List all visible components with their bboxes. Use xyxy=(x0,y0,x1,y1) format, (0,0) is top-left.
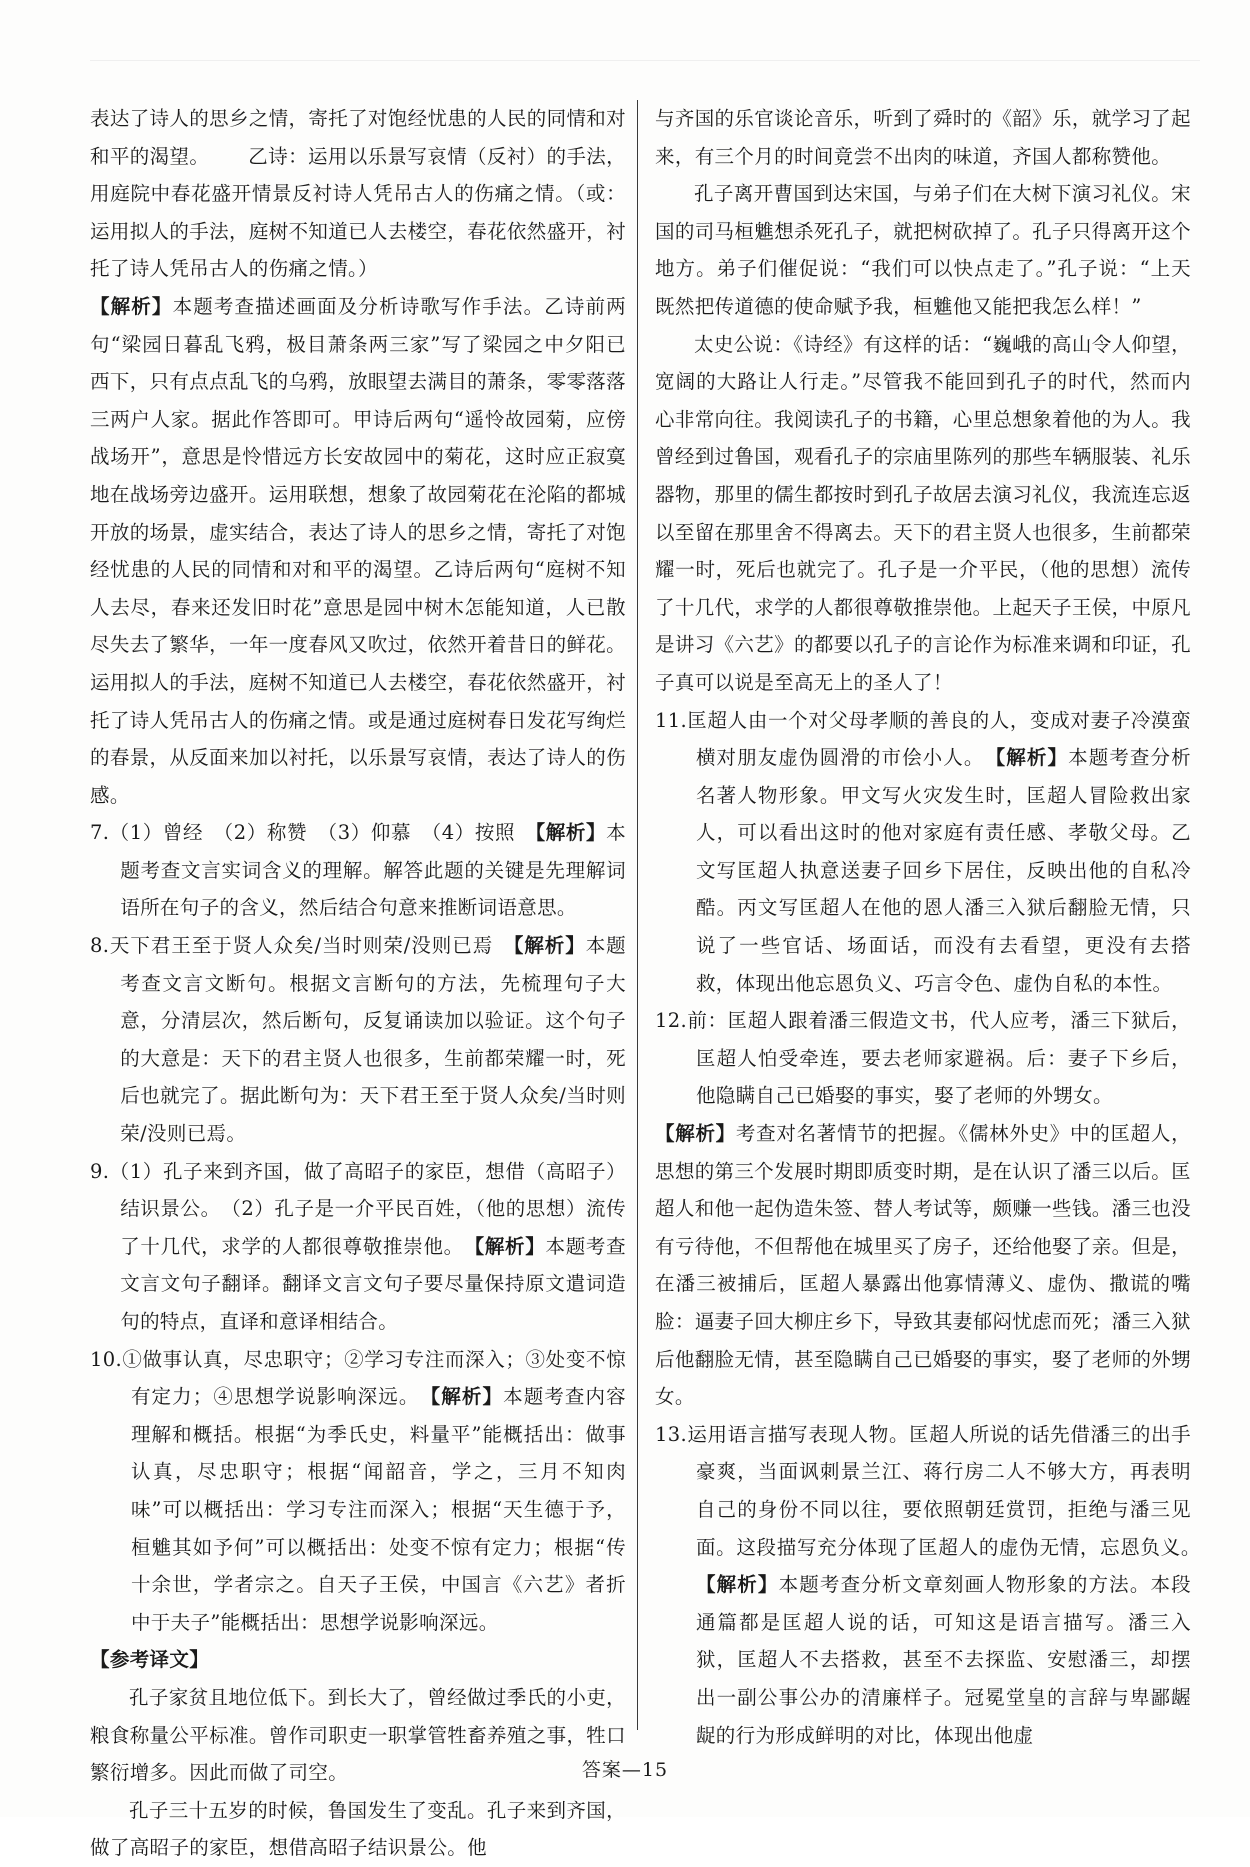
translation-paragraph-1: 孔子家贫且地位低下。到长大了，曾经做过季氏的小吏，粮食称量公平标准。曾作司职吏一职掌管牲畜养殖之事，牲口繁衍增多。因此而做了司空。 xyxy=(90,1685,626,1785)
right-column xyxy=(655,100,1191,1754)
question-10-answer: 10.①做事认真，尽忠职守；②学习专注而深入；③处变不惊有定力；④思想学说影响深远。 xyxy=(90,1347,626,1409)
analysis-tag: 【解析】 xyxy=(90,294,173,318)
analysis-tag: 【解析】 xyxy=(655,1122,736,1146)
analysis-tag: 【解析】 xyxy=(474,1234,546,1258)
analysis-tag: 【解析】 xyxy=(430,1385,504,1409)
question-13-answer: 13.运用语言描写表现人物。匡超人所说的话先借潘三的出手豪爽，当面讽刺景兰江、蒋行房二人不够大方，再表明自己的身份不同以往，要依照朝廷赏罚，拒绝与潘三见面。这段描写充分体现了匡超人的虚伪无情，忘恩负义。 xyxy=(655,1422,1191,1559)
question-7-answer: 7.（1）曾经 （2）称赞 （3）仰慕 （4）按照 xyxy=(90,821,516,845)
question-10 xyxy=(90,1341,626,1642)
question-9 xyxy=(90,1153,626,1341)
analysis-tag: 【解析】 xyxy=(535,821,607,845)
column-divider xyxy=(637,100,638,1730)
question-8-analysis: 本题考查文言文断句。根据文言断句的方法，先梳理句子大意，分清层次，然后断句，反复诵读加以验证。这个句子的大意是：天下的君主贤人也很多，生前都荣耀一时，死后也就完了。据此断句为：天下君王至于贤人众矣/当时则荣/没则已焉。 xyxy=(120,934,627,1146)
reference-translation-heading: 【参考译文】 xyxy=(90,1648,210,1672)
question-7-analysis: 本题考查文言实词含义的理解。解答此题的关键是先理解词语所在句子的含义，然后结合句意来推断词语意思。 xyxy=(120,821,626,920)
question-13 xyxy=(655,1416,1191,1754)
question-12 xyxy=(655,1002,1191,1115)
poem-analysis-text: 本题考查描述画面及分析诗歌写作手法。乙诗前两句“梁园日暮乱飞鸦，极目萧条两三家”写了梁园之中夕阳已西下，只有点点乱飞的乌鸦，放眼望去满目的萧条，零零落落三两户人家。据此作答即可。甲诗后两句“遥怜故园菊，应傍战场开”，意思是怜惜远方长安故园中的菊花，这时应正寂寞地在战场旁边盛开。运用联想，想象了故园菊花在沦陷的都城开放的场景，虚实结合，表达了诗人的思乡之情，寄托了对饱经忧患的人民的同情和对和平的渴望。乙诗后两句“庭树不知人去尽，春来还发旧时花”意思是园中树木怎能知道，人已散尽失去了繁华，一年一度春风又吹过，依然开着昔日的鲜花。运用拟人的手法，庭树不知道已人去楼空，春花依然盛开，衬托了诗人凭吊古人的伤痛之情。或是通过庭树春日发花写绚烂的春景，从反面来加以衬托，以乐景写哀情，表达了诗人的伤感。 xyxy=(90,294,627,807)
translation-paragraph-4: 孔子离开曹国到达宋国，与弟子们在大树下演习礼仪。宋国的司马桓魋想杀死孔子，就把树砍掉了。孔子只得离开这个地方。弟子们催促说：“我们可以快点走了。”孔子说：“上天既然把传道德的使命赋予我，桓魋他又能把我怎么样！” xyxy=(655,182,1191,318)
left-column xyxy=(90,100,626,1867)
question-8-answer: 8.天下君王至于贤人众矣/当时则荣/没则已焉 xyxy=(90,934,494,958)
question-7 xyxy=(90,814,626,927)
question-11 xyxy=(655,702,1191,1003)
poem-answer-paragraph xyxy=(90,100,626,288)
poem-answer-text: 表达了诗人的思乡之情，寄托了对饱经忧患的人民的同情和对和平的渴望。 xyxy=(90,107,626,168)
poem-analysis-paragraph xyxy=(90,288,626,814)
question-8 xyxy=(90,927,626,1153)
question-12-analysis-paragraph xyxy=(655,1115,1191,1416)
page-footer: 答案—15 xyxy=(581,1759,669,1781)
translation-paragraph-3: 与齐国的乐官谈论音乐，听到了舜时的《韶》乐，就学习了起来，有三个月的时间竟尝不出肉的味道，齐国人都称赞他。 xyxy=(655,107,1191,168)
poem-answer-text-b: 乙诗：运用以乐景写哀情（反衬）的手法，用庭院中春花盛开情景反衬诗人凭吊古人的伤痛之情。（或：运用拟人的手法，庭树不知道已人去楼空，春花依然盛开，衬托了诗人凭吊古人的伤痛之情。） xyxy=(90,144,626,281)
question-12-answer: 12.前：匡超人跟着潘三假造文书，代人应考，潘三下狱后，匡超人怕受牵连，要去老师家避祸。后：妻子下乡后，他隐瞒自己已婚娶的事实，娶了老师的外甥女。 xyxy=(655,1009,1191,1108)
analysis-tag: 【解析】 xyxy=(695,1573,779,1597)
analysis-tag: 【解析】 xyxy=(995,746,1069,770)
question-12-analysis: 考查对名著情节的把握。《儒林外史》中的匡超人，思想的第三个发展时期即质变时期，是在认识了潘三以后。匡超人和他一起伪造朱签、替人考试等，颇赚一些钱。潘三也没有亏待他，不但帮他在城里买了房子，还给他娶了亲。但是，在潘三被捕后，匡超人暴露出他寡情薄义、虚伪、撒谎的嘴脸：逼妻子回大柳庄乡下，导致其妻郁闷忧虑而死；潘三入狱后他翻脸无情，甚至隐瞒自己已婚娶的事实，娶了老师的外甥女。 xyxy=(655,1122,1191,1409)
question-9-answer: 9.（1）孔子来到齐国，做了高昭子的家臣，想借（高昭子）结识景公。 （2）孔子是一介平民百姓，（他的思想）流传了十几代，求学的人都很尊敬推崇他。 xyxy=(90,1159,626,1258)
analysis-tag: 【解析】 xyxy=(513,934,586,958)
translation-paragraph-5: 太史公说：《诗经》有这样的话：“巍峨的高山令人仰望，宽阔的大路让人行走。”尽管我不能回到孔子的时代，然而内心非常向往。我阅读孔子的书籍，心里总想象着他的为人。我曾经到过鲁国，观看孔子的宗庙里陈列的那些车辆服装、礼乐器物，那里的儒生都按时到孔子故居去演习礼仪，我流连忘返以至留在那里舍不得离去。天下的君主贤人也很多，生前都荣耀一时，死后也就完了。孔子是一介平民，（他的思想）流传了十几代，求学的人都很尊敬推崇他。上起天子王侯，中原凡是讲习《六艺》的都要以孔子的言论作为标准来调和印证，孔子真可以说是至高无上的圣人了！ xyxy=(655,332,1191,694)
question-11-analysis: 本题考查分析名著人物形象。甲文写火灾发生时，匡超人冒险救出家人，可以看出这时的他对家庭有责任感、孝敬父母。乙文写匡超人执意送妻子回乡下居住，反映出他的自私冷酷。丙文写匡超人在他的恩人潘三入狱后翻脸无情，只说了一些官话、场面话，而没有去看望，更没有去搭救，体现出他忘恩负义、巧言令色、虚伪自私的本性。 xyxy=(695,746,1192,995)
question-11-answer: 11.匡超人由一个对父母孝顺的善良的人，变成对妻子冷漠蛮横对朋友虚伪圆滑的市侩小人。 xyxy=(655,708,1191,770)
question-13-analysis: 本题考查分析文章刻画人物形象的方法。本段通篇都是匡超人说的话，可知这是语言描写。潘三入狱，匡超人不去搭救，甚至不去探监、安慰潘三，却摆出一副公事公办的清廉样子。冠冕堂皇的言辞与卑鄙龌龊的行为形成鲜明的对比，体现出他虚 xyxy=(695,1573,1191,1747)
question-10-analysis: 本题考查内容理解和概括。根据“为季氏史，料量平”能概括出：做事认真，尽忠职守；根据“闻韶音，学之，三月不知肉味”可以概括出：学习专注而深入；根据“天生德于予，桓魋其如予何”可以概括出：处变不惊有定力；根据“传十余世，学者宗之。自天子王侯，中国言《六艺》者折中于夫子”能概括出：思想学说影响深远。 xyxy=(130,1385,627,1634)
translation-paragraph-2: 孔子三十五岁的时候，鲁国发生了变乱。孔子来到齐国，做了高昭子的家臣，想借高昭子结识景公。他 xyxy=(90,1798,626,1860)
top-rule xyxy=(90,60,1200,61)
question-9-analysis: 本题考查文言文句子翻译。翻译文言文句子要尽量保持原文遣词造句的特点，直译和意译相结合。 xyxy=(120,1234,626,1333)
